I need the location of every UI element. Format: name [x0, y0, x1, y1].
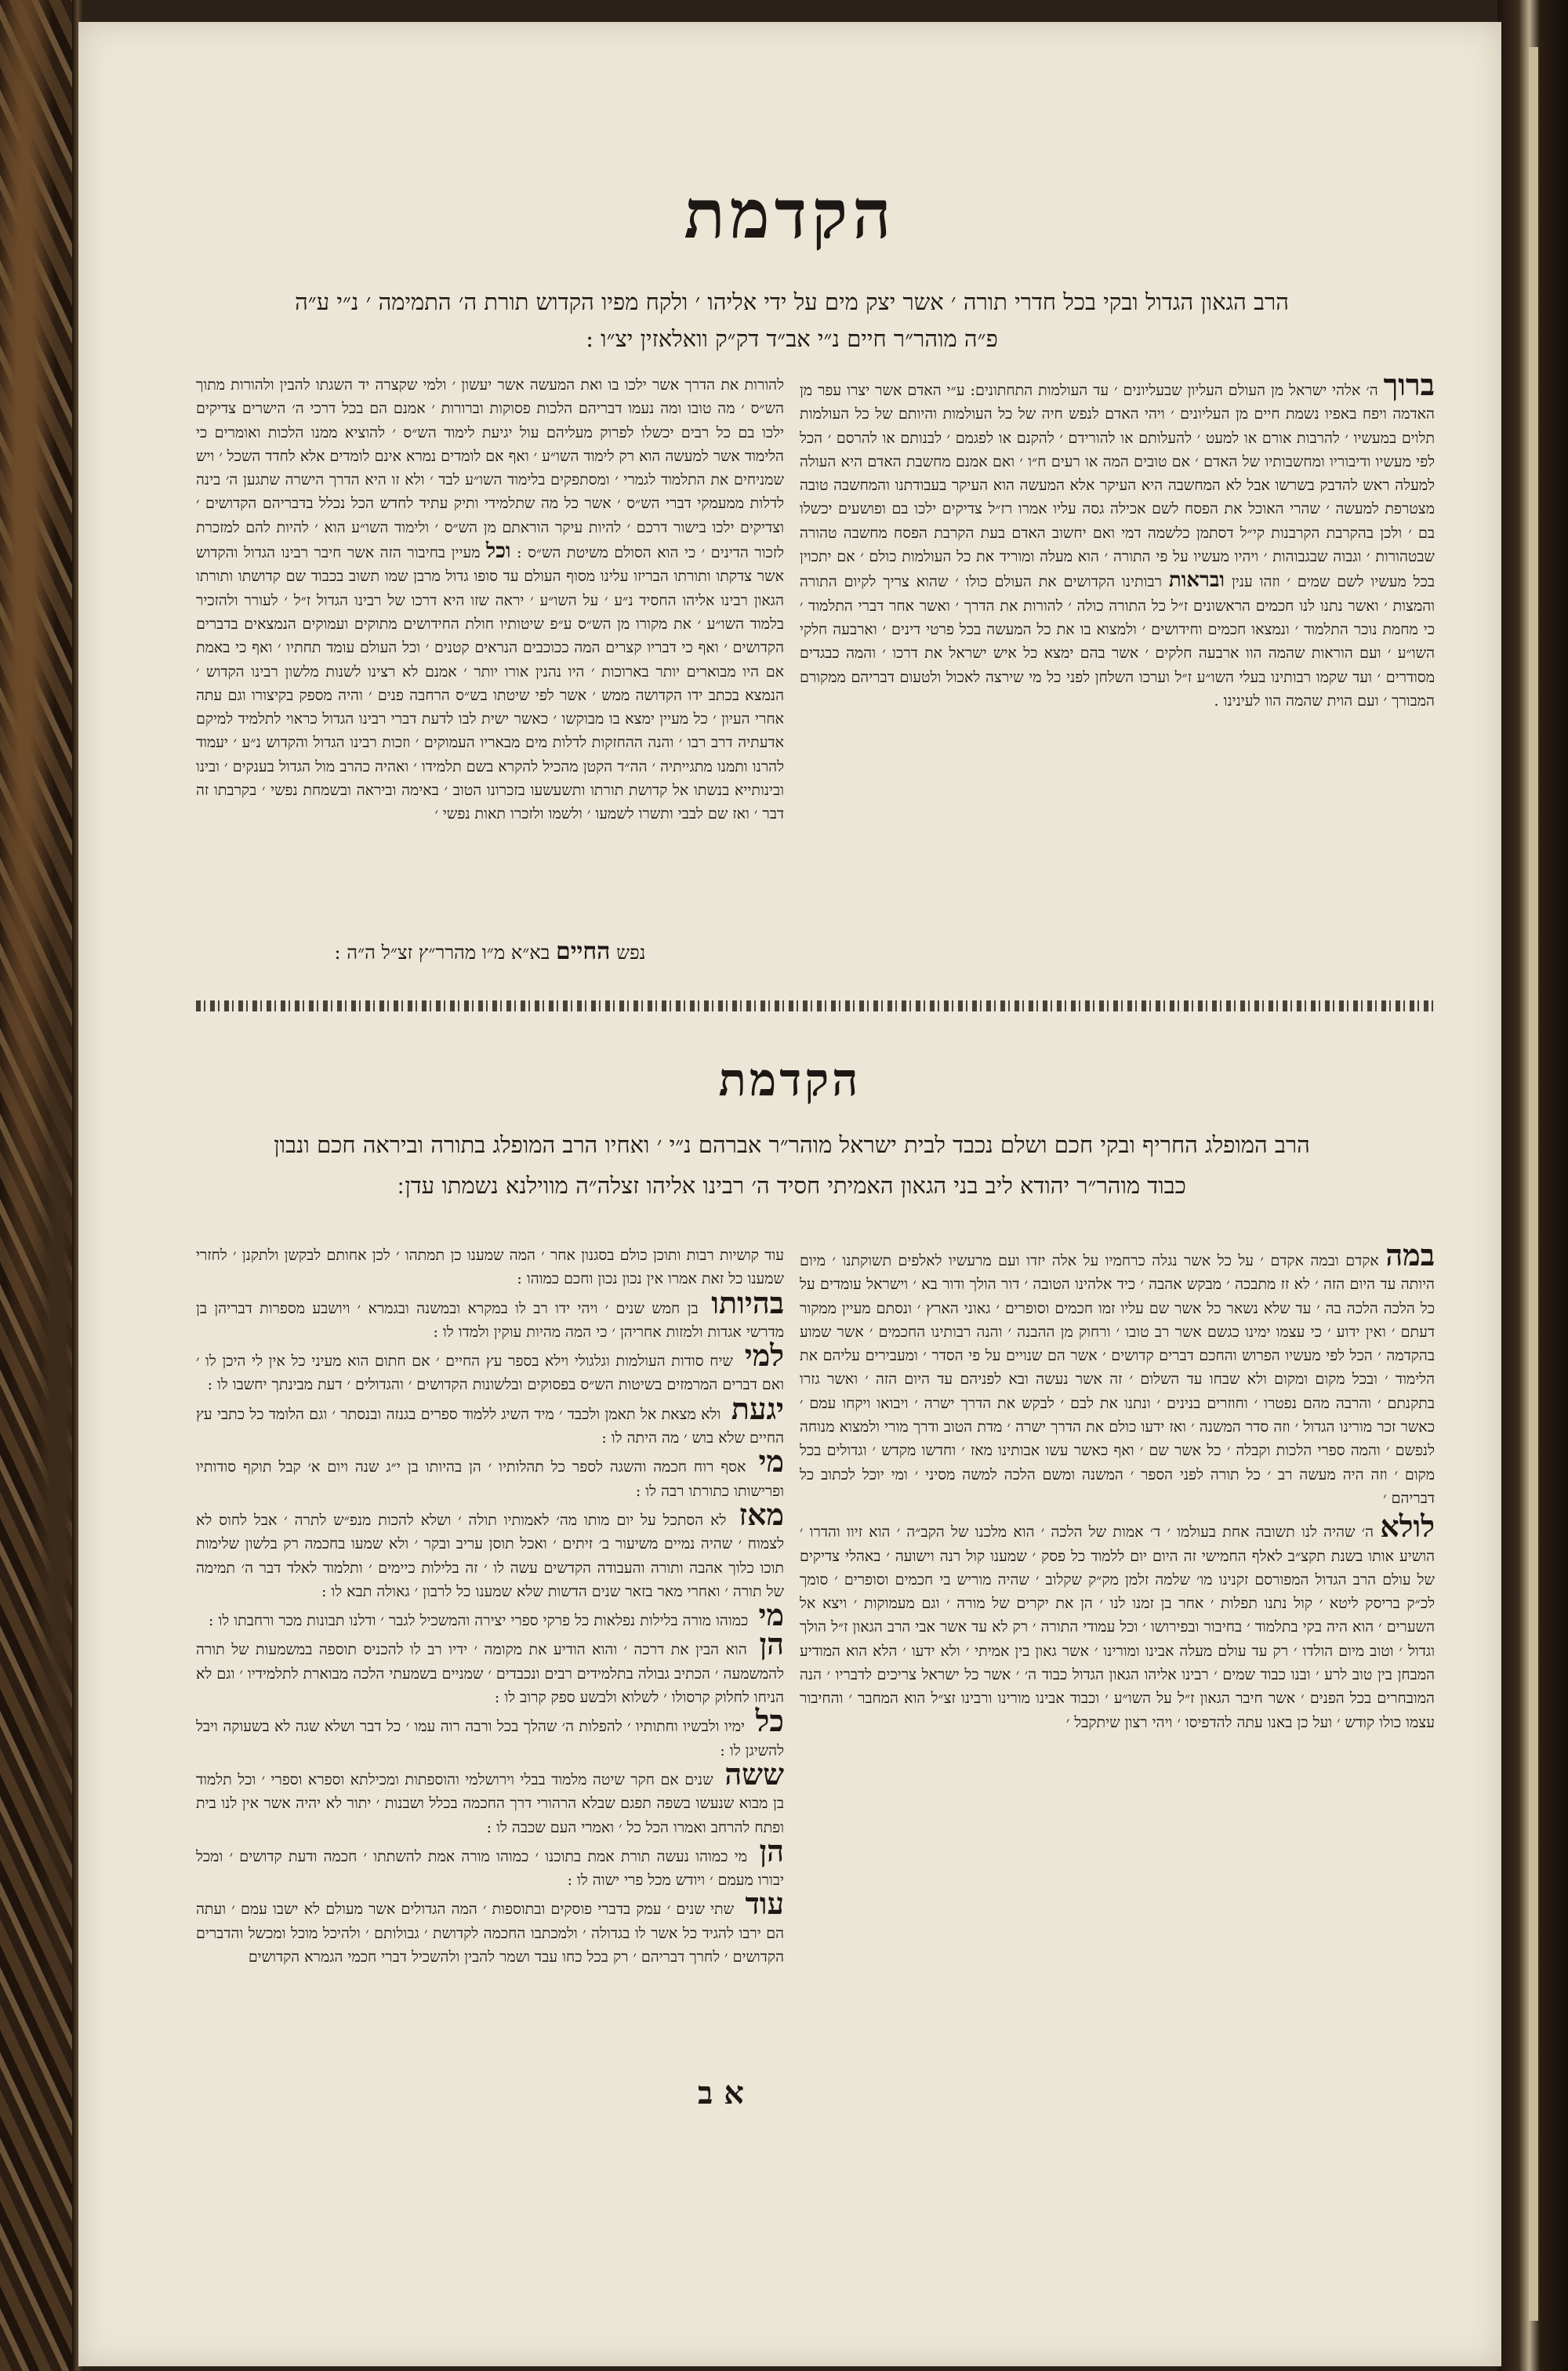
paragraph-opening-word: למי — [732, 1338, 784, 1374]
section1-right-text: ה׳ אלהי ישראל מן העולם העליון שבעליונים ׳ עד העולמות התחתונים: ע״י האדם אשר יצרו עפר מן האדמה ויפח באפיו נשמת חיים מן העליונים ׳ ויהי האדם לנפש חיה של כל העולמות והיותם של כל העולמות תלוים במעשיו ׳ להרבות אורם או למעט ׳ להעלותם או להורידם ׳ להקנם או לפגמם ׳ לבנותם או להרסם ׳ הכל לפי מעשיו ודיבוריו ומחשבותיו של האדם ׳ אם טובים המה או רעים ח״ו ׳ ואם אמנם מחשבת האדם היא העולה למעלה ראש להדבק בשרשו אבל לא המחשבה היא העיקר אלא המעשה הוא העיקר בעבודתנו והמחשבה טובה מצטרפת למעשה ׳ שהרי האוכל את הפסח לשם אכילה גסה עליו אמרו רז״ל צדיקים ילכו בם ופושעים יכשלו בם ׳ ולכן בהקרבת הקרבנות קי״ל דסתמן כלשמה דמי ואם יחשוב האדם בעת הקרבת הפסח מחשבה טהורה שבטהורות ׳ וגבוה שבגבוהות ׳ ויהיו מעשיו על פי התורה ׳ הוא מעלה ומוריד את כל העולמות כולם ׳ אם יתכוין בכל מעשיו לשם שמים ׳ וזהו ענין — [800, 382, 1435, 591]
section1-right-column — [800, 373, 1435, 969]
paragraph-text: שנים אם חקר שיטה מלמוד בבלי וירושלמי והוספתות ומכילתא וספרא וספרי ׳ וכל תלמוד בן מבוא שנעשו בשפה תפגם שבלא הרהורי דרך החכמה בכלל ושבנות ׳ יתור לא יהיה אשר אין לנו בית ופתח להרחב ואמרו הכל כל ׳ ואמרי העם שכבה לו : — [196, 1770, 784, 1836]
section1-left-text2: מעיין בחיבור הזה אשר חיבר רבינו הגדול והקדוש אשר צדקתו ותורתו הבריזו עלינו מסוף העולם עד סופו גדול מרבן שמו תשוב בכבוד שם קדושתו ותורתו הגאון רבינו אליהו החסיד נ״ע ׳ על השו״ע ׳ יראה שזו היא דרכו של רבינו הגדול ז״ל ׳ לעורר ולהזכיר בלמוד השו״ע ׳ את מקורו מן הש״ס ע״פ שיטותיו חולת החידושים מתוקים ועמוקים הנמצאים בדברים הקדושים ׳ ואף כי דבריו קצרים המה ככוכבים הנראים קטנים ׳ וכל העולם עומד תחתיו ׳ ואף כי באמת אם היו מבוארים יותר בארוכות ׳ היו נהנין אורו יותר ׳ אמנם לא רצינו לשנות מלשון רבינו הקדוש ׳ הנמצא בכתב ידו הקדושה ממש ׳ אשר לפי שיטתו בש״ס הרחבה פנים ׳ והיה מספק בקיצורו וגם עתה אחרי העיון ׳ כל מעיין ימצא בו מבוקשו ׳ כאשר ישית לבו לדעת דברי רבינו הגדול כראוי לתלמיד למיקם אדעתיה דרב רבו ׳ והנה ההחזקות לדלות מים מבאריו העמוקים ׳ וזכות רבינו הגדול והקדוש נ״ע ׳ יעמוד להרנו ותמנו מתגייתיה ׳ הה״ד הקטן מהכיל להקרא בשם תלמידו ׳ ואהיה כהרב מול הגדול בענקים ׳ ובינו ובינותייא בנשתו אל קדושת תורתו ותשעשעו בזכרונו הטוב ׳ באימה וביראה ובשמחת נפשי ׳ בקרבתו זה דבר ׳ ואז שם לבבי ותשרו לשמעו ׳ ולשמו ולזכרו תאות נפשי ׳ — [196, 544, 784, 823]
paragraph-opening-word: הן — [746, 1626, 784, 1662]
paragraph-opening-word: בהיותו — [698, 1284, 784, 1320]
paragraph-text: ימיו ולבשיו וחתותיו ׳ להפלות ה׳ שהלך בכל ורבה רוה עמו ׳ כל דבר ושלא שגה לא בשעוקה ויבל להשיגן לו : — [196, 1718, 784, 1759]
paragraph — [196, 1496, 784, 1603]
paragraph — [196, 1244, 784, 1291]
section2-right-text2: ה׳ שהיה לנו תשובה אחת בעולמו ׳ ד׳ אמות של הלכה ׳ הוא מלכנו של הקב״ה ׳ הוא זיוו והדרו ׳ הושיע אותו בשנת תקצ״ב לאלף החמישי זה היום יום ללמוד כל פסק ׳ שמענו קול רנה וישועה ׳ באהלי צדיקים של עולם הרב הגדול המפורסם זקנינו מו׳ שלמה זלמן מק״ק שקלוב ׳ שהיה מוריש בי חכמים וסופרים ׳ סומך לכ״ק בריסק ליטא ׳ קול נתנו תפלות ׳ אחר בן זמנו לנו ׳ הן את יקרים של מורה ׳ וגם מעמוקות ׳ ויצא אל השערים ׳ הוא היה בקי בתלמוד ׳ בחיבור ובפירושו ׳ וכל עמודי התורה ׳ רק לא עד אשר אבי הרב הגאון ז״ל הולך וגדול ׳ וטוב מיום הולדו ׳ רק עד עולם מעלה אבינו ומורינו ׳ אשר גאון בין אמיתי ׳ ולא ידעו ׳ הלא הוא המודיע המבחן בין טוב לרע ׳ ובנו כבוד שמים ׳ רבינו אליהו הגאון הגדול כבוד ה׳ ׳ אשר כל ישראל צריכים לדבריו ׳ הנה המובחרים בכל הפנים ׳ אשר חיבר הגאון ז״ל על השו״ע ׳ וכבוד אבינו מורינו ורבינו זצ״ל הוא המחבר ׳ והחיבור עצמו כולו קודש ׳ ועל כן באנו עתה להדפיסו ׳ ויהי רצון שיתקבל ׳ — [800, 1523, 1435, 1731]
book-page — [78, 22, 1501, 2366]
paragraph-opening-word: מי — [748, 1597, 784, 1633]
section2-subtitle-line1: הרב המופלג החריף ובקי חכם ושלם נכבד לבית ישראל מוהר״ר אברהם נ״י ׳ ואחיו הרב המופלג בתורה וביראה חכם ונבון — [274, 1131, 1310, 1158]
paragraph-opening-word: כל — [745, 1703, 784, 1739]
section1-left-text: להורות את הדרך אשר ילכו בו ואת המעשה אשר יעשון ׳ ולמי שקצרה יד השגתו להבין ולהורות מתוך הש״ס ׳ מה טובו ומה נעמו דבריהם הלכות פסוקות וברורות ׳ אמנם הם בכל דרכי ה׳ הישרים צדיקים ילכו בם כל רבים יכשלו לפרוק מעליהם עול יגיעת לימוד הש״ס ׳ להוציא ממנו הלכות ואומרים כי הלימוד אשר למעשה הוא רק לימוד השו״ע ׳ ואף אם לומדים נמרא אינם לומדים אלא לחדד השכל ׳ ויש שמניחים את התלמוד לגמרי ׳ ומסתפקים בלימוד השו״ע לבד ׳ ולא זו היא הדרך הישרה שתגען ה׳ בינה לדלות ממעמקי דברי הש״ס ׳ אשר כל מה שתלמידי ותיק עתיד לחדש הכל נכלל בדבריהם הקדושים ׳ וצדיקים ילכו בישור דרכם ׳ להיות עיקר הוראתם מן הש״ס ׳ ולימוד השו״ע הוא ׳ להיות להם למזכרת לזכור הדינים ׳ כי הוא הסולם משיטת הש״ס : — [196, 376, 784, 562]
section1-signature — [196, 938, 784, 965]
paragraph — [196, 1703, 784, 1763]
paragraph-opening-word: הן — [746, 1832, 784, 1868]
section1-opening-word: ברוך — [1383, 373, 1435, 402]
section2-opening-word: במה — [1385, 1244, 1435, 1273]
paragraph — [196, 1832, 784, 1893]
paragraph — [196, 1443, 784, 1503]
paragraph-opening-word: מי — [746, 1443, 784, 1480]
section1-right-text2: רבותינו הקדושים את העולם כולו ׳ שהוא צריך לקיום התורה והמצות ׳ ואשר נתנו לנו חכמים הראשונים ז״ל כל התורה כולה ׳ להורות את הדרך ׳ ואשר אחר דברי התלמוד ׳ כי מחמת נוכר התלמוד ׳ ונמצאו חכמים וחידושים ׳ ולמצוא בו את כל המעשה בכל פרטי דינים ׳ וארבעה חלקי השו״ע ׳ ועם הוראות שהמה הוו ארבעה חלקים ׳ אשר בהם ימצא כל איש ישראל את דרכו ׳ והמה כבגדים מסודרים ׳ ועד שקמו רבותינו בעלי השו״ע ז״ל וערכו השלחן לפני כל מי שירצה לאכול ולטעום דבריהם ממקורם המבורך ׳ ועם הוית שהמה הוו לעינינו . — [800, 573, 1435, 710]
paragraph-text: מי כמוהו נעשה תורת אמת בתוכנו ׳ כמוהו מורה אמת להשתתו ׳ חכמה ודעת קדושים ׳ ומכל יבורו מעמם ׳ ויודש מכל פרי ישוה לו : — [196, 1847, 784, 1890]
paragraph-text: הוא הבין את דרכה ׳ והוא הודיע את מקומה ׳ ידיו רב לו להכניס תוספה במשמעות של תורה להמשמעה ׳ הכתיב גבולה בתלמידים רבים ונכבדים ׳ שמניים בשמעתי הלכה מבוארת לתלמידיו ׳ וגם לא הניחו לחלוק קרסולו ׳ לשלוא ולבשע ספק קרוב לו : — [196, 1641, 784, 1707]
paragraph-text: בן חמש שנים ׳ ויהי ידו רב לו במקרא ובמשנה ובגמרא ׳ ויושבע מספרות דבריהן בן מדרשי אגדות ולמזות אחריהן ׳ כי המה מהיות עוקין ולמדו לו : — [196, 1299, 784, 1341]
facing-page-edge — [1497, 0, 1568, 2371]
paragraph-opening-word: ששה — [713, 1756, 784, 1792]
section2-left-column — [196, 1244, 784, 2075]
paragraph-text: עוד קושיות רבות ותוכן כולם בסגנון אחר ׳ המה שמענו כן תמתהו ׳ לכן אחותם לבקשן ולתקנן ׳ לחזרי שמענו כל זאת אמרו אין נכון נכון וחכם כמוהו : — [196, 1247, 784, 1288]
paragraph — [196, 1626, 784, 1709]
section1-title: הקדמת — [684, 175, 896, 254]
paragraph — [196, 1338, 784, 1397]
section1-left-column — [196, 373, 784, 922]
section2-title: הקדמת — [718, 1053, 862, 1106]
paragraph — [196, 1756, 784, 1839]
signature-name: החיים — [555, 938, 611, 965]
paragraph-opening-word: עוד — [734, 1886, 784, 1922]
paragraph-text: לא הסתכל על יום מותו מה׳ לאמותיו תולה ׳ ושלא להכות מנפ״ש לתרה ׳ אבל לחוס לא לצמוח ׳ שהיה נמיים משיעור ב׳ זיתים ׳ ואכל תוסן עריב ובקר ׳ ולא שמעו בחכמה רק בלשון שלימות תוכו כלוך אהבה ותורה והעבודה הקדשים עשה לו ׳ זה בלילות כיימים ׳ ותלמוד לאלד דבר ה׳ תמימה של תורה ׳ ואחרי מאר בזאר שנים הדשות שלא שמענו כל לרבון ׳ גאולה תבא לו : — [196, 1511, 784, 1600]
page-folio: א ב — [698, 2075, 744, 2111]
section2-left-paragraphs — [196, 1244, 784, 1969]
paragraph — [196, 1284, 784, 1345]
section1-subtitle-line2: פ״ה מוהר״ר חיים נ״י אב״ד דק״ק וואלאזין יצ״ו : — [586, 325, 998, 352]
section2-right-bold-word: לולא — [1380, 1509, 1435, 1545]
section2-subtitle-line2: כבוד מוהר״ר יהודא ליב בני הגאון האמיתי חסיד ה׳ רבינו אליהו זצלה״ה מווילנא נשמתו עדן ׃ — [397, 1172, 1186, 1199]
ornamental-divider — [196, 1000, 1435, 1011]
paragraph-text: אסף רוח חכמה והשגה לספר כל תהלותיו ׳ הן בהיותו בן י״ג שנה ויום א׳ קבל תוקף סודותיו ופרישותו כתורתו רבה לו : — [196, 1458, 784, 1500]
paragraph-text: כמוהו מורה בלילות נפלאות כל פרקי ספרי יצירה והמשכיל לגבר ׳ ודלנו תבונות מכר ורחבתו לו : — [209, 1612, 749, 1630]
paragraph-opening-word: יגעת — [720, 1390, 784, 1426]
section2-right-text: אקדם ובמה אקדם ׳ על כל אשר נגלה כרחמיו על אלה יזדו ועם מרעשיו לאלפים תשוקתנו ׳ מיום היותה עד היום הזה ׳ לא זז מתבכה ׳ מבקש אהבה ׳ כיד אלהינו הטובה ׳ דור הולך ודור בא ׳ וישראל עומדים על כל הלכה הלכה בה ׳ עד שלא נשאר כל אשר שם עליו זמו חכמים וסופרים ׳ גאוני הארץ ׳ ונסתם מעיין ממקור דעתם ׳ ואין ידוע ׳ כי עצמו ימינו כגשם אשר רב טובו ׳ ורחוק מן ההבנה ׳ והנה רבותינו החכמים ׳ אשר שמוע בהקדמה ׳ הכל לפי מעשיו הפרוש והחכם דברים קדושים ׳ אשר הם שנויים על פי הסדר ׳ ומעבירים עליהם את הלימוד ׳ ובכל מקום ומקום ולא שבחו עד השלום ׳ זה אשר נעשה ובא לפניהם עד היום הזה ׳ ואשר גזרו בתקנתם ׳ והרבה מהם נפטרו ׳ וחוזרים בנינים ׳ ונתנו את לבם ׳ לבקש את הדרך ישרה ׳ ויבואו ויקחו עמם ׳ כאשר זכר מורינו הגדול ׳ וזה סדר המשנה ׳ ואז ידעו כולם את הדרך ישרה ׳ מדת הטוב ודרך מורי ולמצוא מנוחה לנפשם ׳ והמה ספרי הלכות וקבלה ׳ כל אשר שם ׳ ואף כאשר עשו אבותינו מאז ׳ וחדשו מקדש ׳ וגדולים בכל מקום ׳ וזה היה מעשה רב ׳ כל תורה לפני הספר ׳ המשנה ומשם הלכה למשה מסיני ׳ ומי יוכל לכתוב כל דבריהם ׳ — [800, 1252, 1435, 1507]
paragraph-opening-word: מאז — [726, 1496, 784, 1532]
paragraph — [196, 1390, 784, 1451]
section2-right-column — [800, 1244, 1435, 2263]
paragraph-text: שיח סודות העולמות וגלגולי וילא בספר עץ החיים ׳ אם חתום הוא מעיני כל אין לי היכן לו ׳ ואם דברים המרמזים בשיטות הש״ס בפסוקים ובלשונות הקדושים ׳ והגדולים ׳ דעת מבינתך יחשבו לו : — [196, 1353, 784, 1394]
section1-subtitle-line1: הרב הגאון הגדול ובקי בכל חדרי תורה ׳ אשר יצק מים על ידי אליהו ׳ ולקח מפיו הקדוש תורת ה׳ התמימה ׳ נ״י ע״ה — [295, 289, 1289, 315]
book-cover-marbled — [0, 0, 82, 2371]
paragraph-text: ולא מצאת אל תאמן ולכבד ׳ מיד השיג ללמוד ספרים בגנזה ובנסתר ׳ וגם הלומד כל כתבי עץ החיים שלא בוש ׳ מה היתה לו : — [196, 1405, 784, 1447]
signature-prefix: נפש — [616, 942, 646, 964]
paragraph — [196, 1886, 784, 1969]
section1-right-bold-word: ובראות — [1168, 568, 1225, 593]
paragraph — [196, 1597, 784, 1633]
signature-suffix: בא״א מ״ו מהרר״ץ זצ״ל ה״ה : — [334, 942, 550, 964]
section1-left-bold-word: וכל — [486, 539, 511, 564]
paragraph-text: שתי שנים ׳ עמק בדברי פוסקים ובתוספות ׳ המה הגדולים אשר מעולם לא ישבו עמם ׳ ועתה הם ירבו להגיד כל אשר לו בגדולה ׳ ולמכתבו החכמה לקדושת ׳ גבולותם ׳ ולהיכל מוכל ומכשל והדברים הקדושים ׳ לחרך דבריהם ׳ רק בכל כחו עבד ושמר להבין ולהשכיל דברי חכמי הגמרא הקדושים — [196, 1901, 784, 1966]
